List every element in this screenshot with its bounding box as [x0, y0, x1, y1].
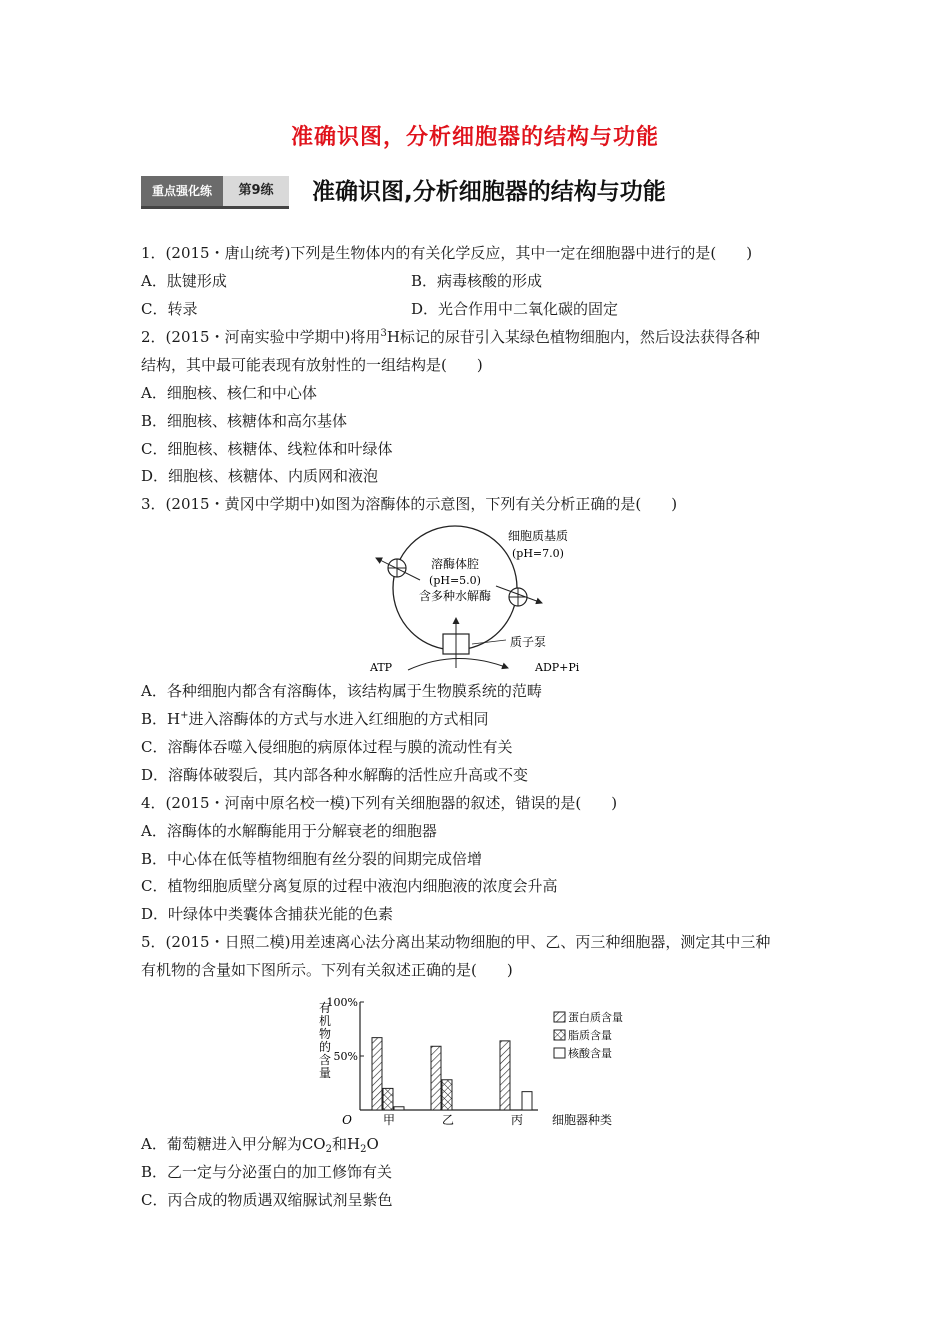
q2-option-b: B．细胞核、核糖体和高尔基体 — [141, 412, 348, 430]
x-tick-label: 乙 — [441, 1113, 455, 1127]
y-axis-label-char: 有 — [318, 1001, 332, 1015]
q4-option-d: D．叶绿体中类囊体含捕获光能的色素 — [141, 905, 394, 923]
legend-swatch — [554, 1012, 565, 1022]
outer-label-1: 细胞质基质 — [508, 529, 569, 543]
q1-option-a: A．肽键形成 — [141, 272, 227, 290]
q5-stem-line1: 5．(2015・日照二模)用差速离心法分离出某动物细胞的甲、乙、丙三种细胞器，测定其中三种 — [141, 933, 771, 951]
q1-option-d: D．光合作用中二氧化碳的固定 — [411, 300, 619, 318]
bar — [394, 1107, 404, 1110]
q5-option-c: C．丙合成的物质遇双缩脲试剂呈紫色 — [141, 1191, 393, 1209]
legend-label: 核酸含量 — [568, 1047, 612, 1060]
q3-superscript: + — [180, 710, 189, 721]
bar — [522, 1092, 532, 1110]
q2-option-c: C．细胞核、核糖体、线粒体和叶绿体 — [141, 440, 393, 458]
organelle-bar-chart — [310, 992, 650, 1132]
atp-label: ATP — [370, 661, 393, 674]
q4-option-b: B．中心体在低等植物细胞有丝分裂的间期完成倍增 — [141, 850, 483, 868]
x-tick-label: 丙 — [510, 1113, 524, 1127]
origin-label: O — [342, 1113, 352, 1127]
q2-stem-part: H标记的尿苷引入某绿色植物细胞内，然后设法获得各种 — [386, 328, 760, 346]
legend-swatch — [554, 1048, 565, 1058]
legend-label: 蛋白质含量 — [568, 1011, 623, 1024]
q5-option-a — [141, 1134, 379, 1154]
q4-option-c: C．植物细胞质壁分离复原的过程中液泡内细胞液的浓度会升高 — [141, 877, 558, 895]
x-axis-label: 细胞器种类 — [552, 1113, 613, 1127]
y-axis-label-char: 的 — [318, 1040, 332, 1054]
y-axis-label-char: 含 — [318, 1053, 332, 1067]
q5-option-b: B．乙一定与分泌蛋白的加工修饰有关 — [141, 1163, 393, 1181]
y-axis-label-char: 量 — [318, 1066, 332, 1080]
lysosome-membrane — [393, 526, 517, 650]
q2-stem-part: 2．(2015・河南实验中学期中)将用 — [141, 328, 381, 346]
bar — [500, 1041, 510, 1110]
q5-subscript: 2 — [360, 1144, 367, 1155]
inner-label-3: 含多种水解酶 — [418, 589, 492, 603]
banner-tag: 重点强化练 — [141, 176, 223, 206]
q3-option-d: D．溶酶体破裂后，其内部各种水解酶的活性应升高或不变 — [141, 766, 529, 784]
q1-stem: 1．(2015・唐山统考)下列是生物体内的有关化学反应，其中一定在细胞器中进行的是( ) — [141, 244, 753, 262]
inner-label-1: 溶酶体腔 — [430, 557, 480, 571]
banner-title: 准确识图,分析细胞器的结构与功能 — [312, 179, 666, 205]
q2-superscript: 3 — [380, 328, 387, 339]
bar — [383, 1088, 393, 1110]
pump-label: 质子泵 — [510, 635, 547, 649]
q3-option-a: A．各种细胞内都含有溶酶体，该结构属于生物膜系统的范畴 — [141, 682, 542, 700]
y-tick-label: 100% — [326, 996, 358, 1009]
adp-label: ADP+Pi — [535, 661, 580, 674]
banner-number: 第9练 — [223, 176, 289, 206]
q3-option-b — [141, 709, 489, 729]
q2-option-d: D．细胞核、核糖体、内质网和液泡 — [141, 467, 379, 485]
q2-stem-line2: 结构，其中最可能表现有放射性的一组结构是( ) — [141, 356, 483, 374]
legend-label: 脂质含量 — [568, 1029, 612, 1042]
lysosome-diagram — [360, 522, 610, 674]
q3-option-b-part: B．H — [141, 710, 181, 728]
bar — [372, 1038, 382, 1110]
x-tick-label: 甲 — [382, 1113, 396, 1127]
bar — [431, 1046, 441, 1110]
legend-swatch — [554, 1030, 565, 1040]
page-title: 准确识图，分析细胞器的结构与功能 — [290, 125, 659, 150]
q5-stem-line2: 有机物的含量如下图所示。下列有关叙述正确的是( ) — [141, 961, 513, 979]
banner-underline — [141, 206, 289, 209]
q1-option-c: C．转录 — [141, 300, 198, 318]
q5-option-a-part: A．葡萄糖进入甲分解为CO — [141, 1135, 326, 1153]
q1-option-b: B．病毒核酸的形成 — [411, 272, 543, 290]
section-banner — [141, 176, 289, 206]
atp-arrow — [408, 658, 508, 670]
outer-label-2: (pH=7.0) — [512, 547, 564, 560]
y-axis-label-char: 物 — [318, 1027, 332, 1041]
q4-stem: 4．(2015・河南中原名校一模)下列有关细胞器的叙述，错误的是( ) — [141, 794, 618, 812]
q3-stem: 3．(2015・黄冈中学期中)如图为溶酶体的示意图，下列有关分析正确的是( ) — [141, 495, 678, 513]
q4-option-a: A．溶酶体的水解酶能用于分解衰老的细胞器 — [141, 822, 437, 840]
q2-stem — [141, 327, 760, 347]
y-tick-label: 50% — [333, 1050, 358, 1063]
q5-option-a-part: 和H — [331, 1135, 361, 1153]
y-axis-label-char: 机 — [318, 1014, 332, 1028]
inner-label-2: (pH=5.0) — [429, 574, 481, 587]
q3-option-c: C．溶酶体吞噬入侵细胞的病原体过程与膜的流动性有关 — [141, 738, 513, 756]
q3-option-b-part: 进入溶酶体的方式与水进入红细胞的方式相同 — [188, 710, 489, 728]
q2-option-a: A．细胞核、核仁和中心体 — [141, 384, 317, 402]
q5-option-a-part: O — [366, 1135, 379, 1153]
bar — [442, 1080, 452, 1110]
q5-subscript: 2 — [325, 1144, 332, 1155]
